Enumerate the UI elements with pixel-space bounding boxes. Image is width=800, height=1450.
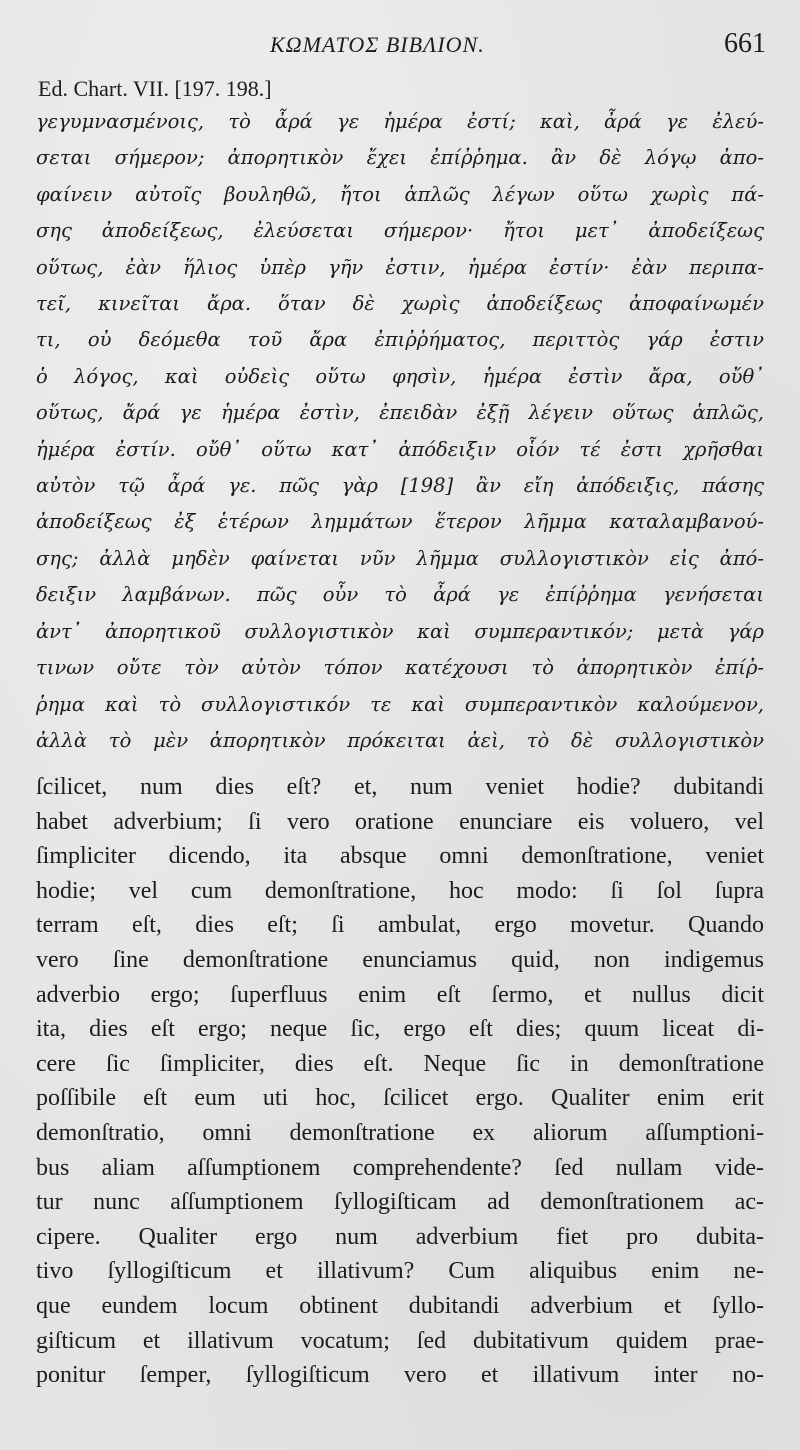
greek-line: ῥημα καὶ τὸ συλλογιστικόν τε καὶ συμπεραντικὸν καλούμενον, [36, 692, 764, 716]
greek-line: ἡμέρα ἐστίν. οὔθ᾽ οὕτω κατ᾽ ἀπόδειξιν οἷόν τέ ἐστι χρῆσθαι [36, 437, 764, 461]
greek-line: ἀλλὰ τὸ μὲν ἀπορητικὸν πρόκειται ἀεὶ, τὸ δὲ συλλογιστικὸν [36, 728, 764, 752]
greek-line: οὕτως, ἄρά γε ἡμέρα ἐστὶν, ἐπειδὰν ἐξῇ λέγειν οὕτως ἁπλῶς, [36, 401, 764, 425]
latin-line: ſimpliciter dicendo, ita absque omni demonſtratione, veniet [36, 843, 764, 870]
latin-line: tur nunc aſſumptionem ſyllogiſticam ad demonſtrationem ac- [36, 1189, 764, 1216]
greek-line: οὕτως, ἐὰν ἥλιος ὑπὲρ γῆν ἐστιν, ἡμέρα ἐστίν· ἐὰν περιπα- [36, 255, 764, 279]
greek-line: γεγυμνασμένοις, τὸ ἆρά γε ἡμέρα ἐστί; καὶ, ἆρά γε ἐλεύ- [36, 110, 764, 133]
latin-line: tivo ſyllogiſticum et illativum? Cum aliquibus enim ne- [36, 1258, 764, 1285]
greek-line: σης; ἀλλὰ μηδὲν φαίνεται νῦν λῆμμα συλλογιστικὸν εἰς ἀπό- [36, 546, 764, 570]
latin-line: adverbio ergo; ſuperfluus enim eſt ſermo, et nullus dicit [36, 981, 764, 1008]
edition-reference: Ed. Chart. VII. [197. 198.] [38, 76, 272, 101]
latin-line: vero ſine demonſtratione enunciamus quid, non indigemus [36, 946, 764, 973]
greek-line: σεται σήμερον; ἀπορητικὸν ἔχει ἐπίῤῥημα. ἂν δὲ λόγῳ ἀπο- [36, 146, 764, 170]
latin-line: bus aliam aſſumptionem comprehendente? ſed nullam vide- [36, 1154, 764, 1181]
latin-line: ponitur ſemper, ſyllogiſticum vero et illativum inter no- [36, 1362, 764, 1389]
greek-line: τινων οὔτε τὸν αὐτὸν τόπον κατέχουσι τὸ ἀπορητικὸν ἐπίῤ- [36, 656, 764, 680]
latin-line: ſcilicet, num dies eſt? et, num veniet hodie? dubitandi [36, 774, 764, 800]
latin-line: terram eſt, dies eſt; ſi ambulat, ergo movetur. Quando [36, 912, 764, 939]
greek-line: ὁ λόγος, καὶ οὐδεὶς οὕτω φησὶν, ἡμέρα ἐστὶν ἄρα, οὔθ᾽ [36, 364, 764, 388]
greek-text-block [36, 104, 764, 759]
latin-line: poſſibile eſt eum uti hoc, ſcilicet ergo. Qualiter enim erit [36, 1085, 764, 1112]
greek-line: δειξιν λαμβάνων. πῶς οὖν τὸ ἆρά γε ἐπίῤῥημα γενήσεται [36, 583, 764, 607]
greek-line: τι, οὐ δεόμεθα τοῦ ἄρα ἐπιῤῥήματος, περιττὸς γάρ ἐστιν [36, 328, 764, 352]
greek-line: τεῖ, κινεῖται ἄρα. ὅταν δὲ χωρὶς ἀποδείξεως ἀποφαίνωμέν [36, 292, 764, 316]
greek-line: σης ἀποδείξεως, ἐλεύσεται σήμερον· ἤτοι μετ᾽ ἀποδείξεως [36, 219, 764, 243]
latin-line: que eundem locum obtinent dubitandi adverbium et ſyllo- [36, 1292, 764, 1319]
latin-line: ita, dies eſt ergo; neque ſic, ergo eſt dies; quum liceat di- [36, 1016, 764, 1043]
latin-line: hodie; vel cum demonſtratione, hoc modo: ſi ſol ſupra [36, 877, 764, 904]
latin-line: cere ſic ſimpliciter, dies eſt. Neque ſic in demonſtratione [36, 1050, 764, 1077]
page-header [0, 30, 800, 64]
latin-line: giſticum et illativum vocatum; ſed dubitativum quidem prae- [36, 1327, 764, 1354]
latin-line: habet adverbium; ſi vero oratione enunciare eis voluero, vel [36, 808, 764, 835]
greek-line: ἀποδείξεως ἐξ ἑτέρων λημμάτων ἕτερον λῆμμα καταλαμβανού- [36, 510, 764, 534]
greek-line: ἀντ᾽ ἀπορητικοῦ συλλογιστικὸν καὶ συμπεραντικόν; μετὰ γάρ [36, 619, 764, 643]
latin-text-block [36, 770, 764, 1393]
greek-line: αὐτὸν τῷ ἆρά γε. πῶς γὰρ [198] ἂν εἴη ἀπόδειξις, πάσης [36, 474, 764, 498]
running-title: ΚΩΜΑΤΟΣ ΒΙΒΛΙΟΝ. [270, 32, 485, 57]
page-number: 661 [724, 28, 766, 59]
latin-line: demonſtratio, omni demonſtratione ex aliorum aſſumptioni- [36, 1119, 764, 1146]
latin-line: cipere. Qualiter ergo num adverbium fiet pro dubita- [36, 1223, 764, 1250]
greek-line: φαίνειν αὐτοῖς βουληθῶ, ἤτοι ἁπλῶς λέγων οὕτω χωρὶς πά- [36, 182, 764, 206]
